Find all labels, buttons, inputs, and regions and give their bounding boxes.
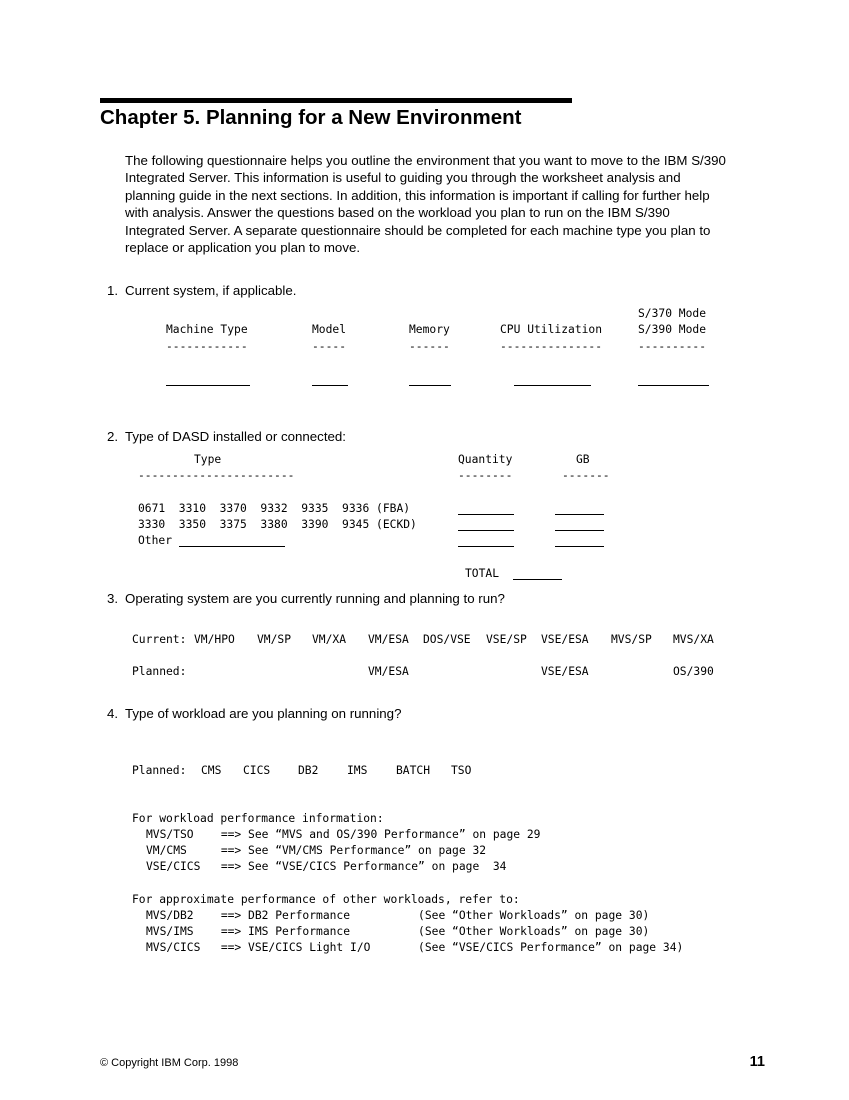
question-2 [107, 429, 346, 444]
approx-line: MVS/IMS ==> IMS Performance (See “Other Workloads” on page 30) [146, 925, 650, 938]
workload-tso: TSO [451, 764, 472, 777]
q1-mode-header: S/370 Mode [638, 307, 707, 320]
workload-planned-label: Planned: [132, 764, 187, 777]
intro-line: replace or application you plan to move. [125, 240, 361, 256]
q2-dash: ----------------------- [138, 469, 295, 482]
q2-col-quantity: Quantity [458, 453, 513, 466]
eckd-gb-field[interactable] [555, 530, 604, 531]
q2-col-gb: GB [576, 453, 590, 466]
fba-gb-field[interactable] [555, 514, 604, 515]
perf-line: VSE/CICS ==> See “VSE/CICS Performance” on page 34 [146, 860, 507, 873]
perf-line: MVS/TSO ==> See “MVS and OS/390 Performance” on page 29 [146, 828, 541, 841]
perf-line: VM/CMS ==> See “VM/CMS Performance” on page 32 [146, 844, 487, 857]
question-text: Type of workload are you planning on running? [125, 706, 402, 721]
question-text: Operating system are you currently running and planning to run? [125, 591, 505, 606]
question-number: 4. [107, 706, 119, 721]
chapter-title: Chapter 5. Planning for a New Environment [100, 106, 522, 129]
q1-col-model: Model [312, 323, 347, 336]
chapter-rule [100, 98, 572, 103]
memory-field[interactable] [409, 385, 451, 386]
approx-line: MVS/CICS ==> VSE/CICS Light I/O (See “VSE/CICS Performance” on page 34) [146, 941, 684, 954]
os-current-vm-esa: VM/ESA [368, 633, 409, 646]
intro-line: The following questionnaire helps you outline the environment that you want to move to the IBM S/390 [125, 153, 726, 168]
workload-cics: CICS [243, 764, 271, 777]
workload-db2: DB2 [298, 764, 319, 777]
question-1 [107, 283, 296, 298]
approx-heading: For approximate performance of other workloads, refer to: [132, 893, 520, 906]
total-field[interactable] [513, 579, 562, 580]
q1-col-machine-type: Machine Type [166, 323, 248, 336]
os-current-vm-sp: VM/SP [257, 633, 292, 646]
current-label: Current: [132, 633, 187, 646]
os-current-mvs-sp: MVS/SP [611, 633, 652, 646]
os-current-vse-esa: VSE/ESA [541, 633, 589, 646]
machine-type-field[interactable] [166, 385, 250, 386]
os-current-vm-xa: VM/XA [312, 633, 347, 646]
dasd-row-eckd: 3330 3350 3375 3380 3390 9345 (ECKD) [138, 518, 417, 531]
q1-dash: ----- [312, 340, 347, 353]
os-planned-vse-esa: VSE/ESA [541, 665, 589, 678]
model-field[interactable] [312, 385, 348, 386]
question-text: Type of DASD installed or connected: [125, 429, 346, 444]
perf-heading: For workload performance information: [132, 812, 384, 825]
planned-label: Planned: [132, 665, 187, 678]
intro-line: Integrated Server. A separate questionnaire should be completed for each machine type you plan to [125, 222, 711, 238]
other-quantity-field[interactable] [458, 546, 514, 547]
os-current-vse-sp: VSE/SP [486, 633, 527, 646]
other-type-field[interactable] [179, 546, 285, 547]
intro-line: planning guide in the next sections. In addition, this information is important if calling for further help [125, 187, 710, 203]
question-number: 3. [107, 591, 119, 606]
question-number: 1. [107, 283, 119, 298]
q2-col-type: Type [194, 453, 222, 466]
intro-paragraph [125, 152, 775, 256]
os-current-dos-vse: DOS/VSE [423, 633, 471, 646]
intro-line: Integrated Server. This information is useful to guiding you through the worksheet analysis and [125, 170, 681, 186]
approx-line: MVS/DB2 ==> DB2 Performance (See “Other Workloads” on page 30) [146, 909, 650, 922]
os-planned-vm-esa: VM/ESA [368, 665, 409, 678]
os-current-mvs-xa: MVS/XA [673, 633, 714, 646]
question-3 [107, 591, 505, 606]
page-number: 11 [749, 1054, 765, 1070]
fba-quantity-field[interactable] [458, 514, 514, 515]
workload-ims: IMS [347, 764, 368, 777]
dasd-row-other: Other [138, 534, 173, 547]
question-text: Current system, if applicable. [125, 283, 297, 298]
os-planned-os390: OS/390 [673, 665, 714, 678]
question-number: 2. [107, 429, 119, 444]
copyright-notice: © Copyright IBM Corp. 1998 [100, 1057, 239, 1069]
q1-dash: ---------- [638, 340, 707, 353]
q1-col-memory: Memory [409, 323, 450, 336]
eckd-quantity-field[interactable] [458, 530, 514, 531]
q1-dash: --------------- [500, 340, 603, 353]
q1-dash: ------------ [166, 340, 248, 353]
workload-batch: BATCH [396, 764, 431, 777]
q2-dash: -------- [458, 469, 513, 482]
workload-cms: CMS [201, 764, 222, 777]
question-4 [107, 706, 401, 721]
q2-dash: ------- [562, 469, 610, 482]
q1-col-cpu: CPU Utilization [500, 323, 603, 336]
intro-line: with analysis. Answer the questions based on the workload you plan to run on the IBM S/390 [125, 205, 670, 221]
other-gb-field[interactable] [555, 546, 604, 547]
mode-field[interactable] [638, 385, 709, 386]
q1-col-mode: S/390 Mode [638, 323, 707, 336]
dasd-row-fba: 0671 3310 3370 9332 9335 9336 (FBA) [138, 502, 411, 515]
os-current-vm-hpo: VM/HPO [194, 633, 235, 646]
q1-dash: ------ [409, 340, 450, 353]
cpu-utilization-field[interactable] [514, 385, 591, 386]
total-label: TOTAL [465, 567, 500, 580]
